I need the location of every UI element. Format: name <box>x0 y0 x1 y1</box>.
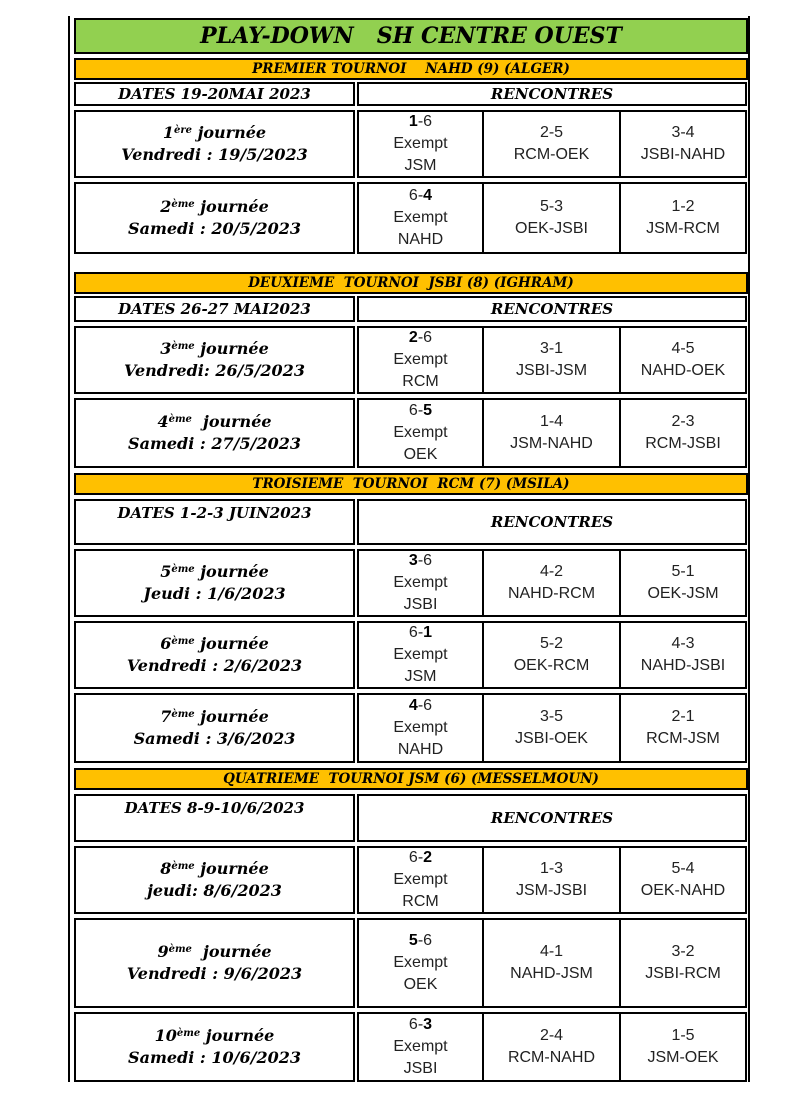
match-score: 4-5 <box>671 340 695 357</box>
matchday-suffix: ère <box>174 125 193 136</box>
matchday-word: journée <box>200 1026 275 1045</box>
bye-label: Exempt <box>393 135 448 152</box>
matchday-label <box>74 549 355 617</box>
bye-pair-b: 6 <box>423 697 433 714</box>
match-cell <box>619 918 747 1008</box>
matchday-suffix: ème <box>171 564 195 575</box>
page-title-text: PLAY-DOWN SH CENTRE OUEST <box>200 23 622 49</box>
bye-team: JSM <box>404 157 437 174</box>
bye-team: OEK <box>403 976 438 993</box>
bye-pair <box>409 185 432 207</box>
bye-cell <box>357 110 484 178</box>
match-cell <box>619 1012 747 1082</box>
bye-pair-dash: - <box>417 552 424 569</box>
bye-pair-a: 6 <box>408 624 418 641</box>
tournament-header <box>74 272 748 294</box>
bye-pair-b: 6 <box>423 329 433 346</box>
bye-cell <box>357 549 484 617</box>
bye-label: Exempt <box>393 954 448 971</box>
tournament-header-text: TROISIEME TOURNOI RCM (7) (MSILA) <box>252 476 570 492</box>
match-teams: NAHD-OEK <box>640 362 726 379</box>
matchday-label <box>74 1012 355 1082</box>
match-teams: JSM-OEK <box>647 1049 719 1066</box>
bye-pair <box>409 327 432 349</box>
match-teams: RCM-OEK <box>513 146 590 163</box>
bye-pair-a: 6 <box>408 849 418 866</box>
schedule-sheet <box>68 16 750 1082</box>
matchday-label <box>74 846 355 914</box>
tournament-dates-text: DATES 8-9-10/6/2023 <box>124 799 305 817</box>
match-score: 5-3 <box>539 198 564 215</box>
bye-label: Exempt <box>393 1038 448 1055</box>
match-teams: OEK-JSBI <box>515 220 588 237</box>
matchday-num: 6 <box>160 634 172 653</box>
matchday-num: 7 <box>160 707 172 726</box>
bye-team: OEK <box>403 446 438 463</box>
matchday-label <box>74 693 355 763</box>
matchday-date: Vendredi : 2/6/2023 <box>126 656 303 675</box>
bye-label: Exempt <box>393 351 448 368</box>
match-cell <box>482 1012 621 1082</box>
matchday-word: journée <box>194 562 269 581</box>
bye-pair-a: 1 <box>408 113 418 130</box>
matchday-date: Vendredi: 26/5/2023 <box>124 361 305 380</box>
bye-team: JSBI <box>403 1060 438 1077</box>
bye-pair-a: 6 <box>408 402 418 419</box>
matchday-suffix: ème <box>176 1028 201 1039</box>
bye-pair-dash: - <box>417 187 424 204</box>
matchday-suffix: ème <box>168 944 192 955</box>
match-score: 3-2 <box>671 943 695 960</box>
match-score: 2-3 <box>671 413 695 430</box>
matchday-date: Jeudi : 1/6/2023 <box>143 584 286 603</box>
match-cell <box>482 326 621 394</box>
matchday-label <box>74 182 355 254</box>
match-score: 3-1 <box>539 340 564 357</box>
matchday-num: 1 <box>162 123 175 142</box>
tournament-dates-text: DATES 1-2-3 JUIN2023 <box>117 504 312 522</box>
rencontres-label: RENCONTRES <box>490 300 614 318</box>
matchday-word: journée <box>191 412 272 431</box>
tournament-header <box>74 768 748 790</box>
bye-pair <box>409 847 432 869</box>
tournament-dates <box>74 296 355 322</box>
bye-pair-b: 6 <box>423 552 433 569</box>
bye-label: Exempt <box>393 871 448 888</box>
matchday-date: Vendredi : 9/6/2023 <box>126 964 303 983</box>
match-score: 1-4 <box>539 413 564 430</box>
matchday-word: journée <box>194 707 269 726</box>
bye-team: NAHD <box>397 741 444 758</box>
tournament-dates <box>74 82 355 106</box>
matchday-label <box>74 326 355 394</box>
bye-pair-a: 6 <box>408 187 418 204</box>
rencontres-header <box>357 794 747 842</box>
bye-pair-dash: - <box>417 113 424 130</box>
matchday-suffix: ème <box>171 636 195 647</box>
tournament-dates-text: DATES 19-20MAI 2023 <box>118 85 311 103</box>
bye-cell <box>357 846 484 914</box>
match-cell <box>482 918 621 1008</box>
tournament-header-text: QUATRIEME TOURNOI JSM (6) (MESSELMOUN) <box>223 771 599 787</box>
match-teams: JSBI-NAHD <box>640 146 726 163</box>
matchday-suffix: ème <box>171 199 195 210</box>
match-score: 4-2 <box>539 563 564 580</box>
match-cell <box>619 621 747 689</box>
tournament-header <box>74 473 748 495</box>
match-teams: RCM-NAHD <box>507 1049 596 1066</box>
bye-cell <box>357 693 484 763</box>
match-teams: NAHD-RCM <box>507 585 596 602</box>
tournament-header-text: DEUXIEME TOURNOI JSBI (8) (IGHRAM) <box>248 275 574 291</box>
rencontres-header <box>357 499 747 545</box>
bye-pair-a: 3 <box>408 552 418 569</box>
bye-pair-a: 2 <box>408 329 418 346</box>
bye-team: NAHD <box>397 231 444 248</box>
bye-label: Exempt <box>393 646 448 663</box>
bye-pair <box>409 550 432 572</box>
matchday-number <box>160 561 269 583</box>
matchday-word: journée <box>194 339 269 358</box>
match-score: 4-3 <box>671 635 695 652</box>
bye-label: Exempt <box>393 209 448 226</box>
matchday-date: Samedi : 27/5/2023 <box>128 434 301 453</box>
match-teams: JSM-NAHD <box>510 435 593 452</box>
bye-cell <box>357 1012 484 1082</box>
bye-pair-dash: - <box>417 1016 424 1033</box>
bye-pair-b: 1 <box>423 624 433 641</box>
match-cell <box>482 846 621 914</box>
match-teams: NAHD-JSM <box>510 965 593 982</box>
bye-pair-a: 5 <box>408 932 418 949</box>
match-teams: OEK-NAHD <box>640 882 726 899</box>
matchday-number <box>160 196 269 218</box>
matchday-number <box>163 122 266 144</box>
matchday-num: 3 <box>160 339 172 358</box>
bye-pair <box>409 400 432 422</box>
match-cell <box>482 398 621 468</box>
bye-pair <box>409 695 432 717</box>
matchday-word: journée <box>191 942 272 961</box>
bye-pair-dash: - <box>417 624 424 641</box>
bye-team: JSM <box>404 668 437 685</box>
match-score: 1-3 <box>539 860 564 877</box>
bye-team: JSBI <box>403 596 438 613</box>
bye-label: Exempt <box>393 719 448 736</box>
match-score: 5-4 <box>671 860 695 877</box>
bye-pair-b: 5 <box>423 402 433 419</box>
matchday-date: Samedi : 10/6/2023 <box>128 1048 301 1067</box>
match-teams: RCM-JSM <box>646 730 720 747</box>
match-score: 5-2 <box>539 635 564 652</box>
match-teams: JSM-JSBI <box>515 882 588 899</box>
page-title <box>74 18 748 54</box>
bye-pair-b: 6 <box>423 932 433 949</box>
match-teams: RCM-JSBI <box>645 435 721 452</box>
bye-pair <box>409 111 432 133</box>
matchday-number <box>157 411 271 433</box>
bye-pair-dash: - <box>417 697 424 714</box>
match-cell <box>482 621 621 689</box>
matchday-num: 8 <box>160 859 172 878</box>
tournament-dates <box>74 499 355 545</box>
matchday-num: 4 <box>157 412 169 431</box>
matchday-num: 5 <box>160 562 172 581</box>
tournament-dates <box>74 794 355 842</box>
matchday-suffix: ème <box>171 341 195 352</box>
match-teams: JSBI-JSM <box>515 362 588 379</box>
bye-pair-b: 2 <box>423 849 433 866</box>
match-teams: OEK-RCM <box>513 657 590 674</box>
bye-pair <box>409 622 432 644</box>
matchday-date: Samedi : 20/5/2023 <box>128 219 301 238</box>
rencontres-label: RENCONTRES <box>490 513 614 531</box>
matchday-word: journée <box>194 634 269 653</box>
bye-pair <box>409 930 432 952</box>
match-score: 2-1 <box>671 708 695 725</box>
bye-pair-dash: - <box>417 849 424 866</box>
bye-label: Exempt <box>393 574 448 591</box>
match-score: 1-2 <box>671 198 695 215</box>
match-cell <box>482 549 621 617</box>
match-score: 5-1 <box>671 563 695 580</box>
bye-pair-dash: - <box>417 402 424 419</box>
matchday-date: jeudi: 8/6/2023 <box>147 881 282 900</box>
match-teams: JSBI-RCM <box>645 965 721 982</box>
match-cell <box>619 846 747 914</box>
bye-cell <box>357 182 484 254</box>
rencontres-header <box>357 296 747 322</box>
matchday-num: 9 <box>157 942 169 961</box>
bye-pair-dash: - <box>417 329 424 346</box>
bye-cell <box>357 398 484 468</box>
matchday-label <box>74 110 355 178</box>
bye-pair-b: 4 <box>423 187 433 204</box>
matchday-date: Vendredi : 19/5/2023 <box>121 145 308 164</box>
matchday-label <box>74 621 355 689</box>
bye-label: Exempt <box>393 424 448 441</box>
bye-pair-dash: - <box>417 932 424 949</box>
rencontres-label: RENCONTRES <box>490 809 614 827</box>
matchday-number <box>160 338 269 360</box>
bye-pair-b: 6 <box>423 113 433 130</box>
matchday-number <box>160 858 269 880</box>
bye-pair-a: 6 <box>408 1016 418 1033</box>
match-teams: JSM-RCM <box>646 220 720 237</box>
match-cell <box>619 182 747 254</box>
match-cell <box>619 110 747 178</box>
match-score: 2-5 <box>539 124 564 141</box>
match-score: 2-4 <box>539 1027 564 1044</box>
tournament-header <box>74 58 748 80</box>
match-score: 3-5 <box>539 708 564 725</box>
bye-pair-a: 4 <box>408 697 418 714</box>
bye-cell <box>357 918 484 1008</box>
matchday-num: 2 <box>160 197 172 216</box>
match-cell <box>619 326 747 394</box>
match-cell <box>482 110 621 178</box>
bye-pair-b: 3 <box>423 1016 433 1033</box>
matchday-date: Samedi : 3/6/2023 <box>133 729 296 748</box>
bye-cell <box>357 326 484 394</box>
rencontres-label: RENCONTRES <box>490 85 614 103</box>
match-cell <box>619 549 747 617</box>
matchday-suffix: ème <box>171 861 195 872</box>
matchday-label <box>74 918 355 1008</box>
match-cell <box>482 693 621 763</box>
match-teams: JSBI-OEK <box>515 730 588 747</box>
matchday-suffix: ème <box>171 709 195 720</box>
match-cell <box>619 398 747 468</box>
match-cell <box>482 182 621 254</box>
matchday-suffix: ème <box>168 414 192 425</box>
match-score: 4-1 <box>539 943 564 960</box>
matchday-number <box>160 706 269 728</box>
tournament-dates-text: DATES 26-27 MAI2023 <box>118 300 311 318</box>
bye-pair <box>409 1014 432 1036</box>
match-cell <box>619 693 747 763</box>
match-teams: NAHD-JSBI <box>640 657 726 674</box>
matchday-word: journée <box>194 859 269 878</box>
match-score: 1-5 <box>671 1027 695 1044</box>
match-teams: OEK-JSM <box>647 585 719 602</box>
match-score: 3-4 <box>671 124 695 141</box>
bye-team: RCM <box>402 893 439 910</box>
matchday-word: journée <box>194 197 269 216</box>
bye-team: RCM <box>402 373 439 390</box>
tournament-header-text: PREMIER TOURNOI NAHD (9) (ALGER) <box>252 61 570 77</box>
matchday-num: 10 <box>154 1026 177 1045</box>
matchday-word: journée <box>192 123 267 142</box>
bye-cell <box>357 621 484 689</box>
matchday-number <box>155 1025 275 1047</box>
rencontres-header <box>357 82 747 106</box>
matchday-number <box>160 633 269 655</box>
matchday-number <box>157 941 271 963</box>
matchday-label <box>74 398 355 468</box>
